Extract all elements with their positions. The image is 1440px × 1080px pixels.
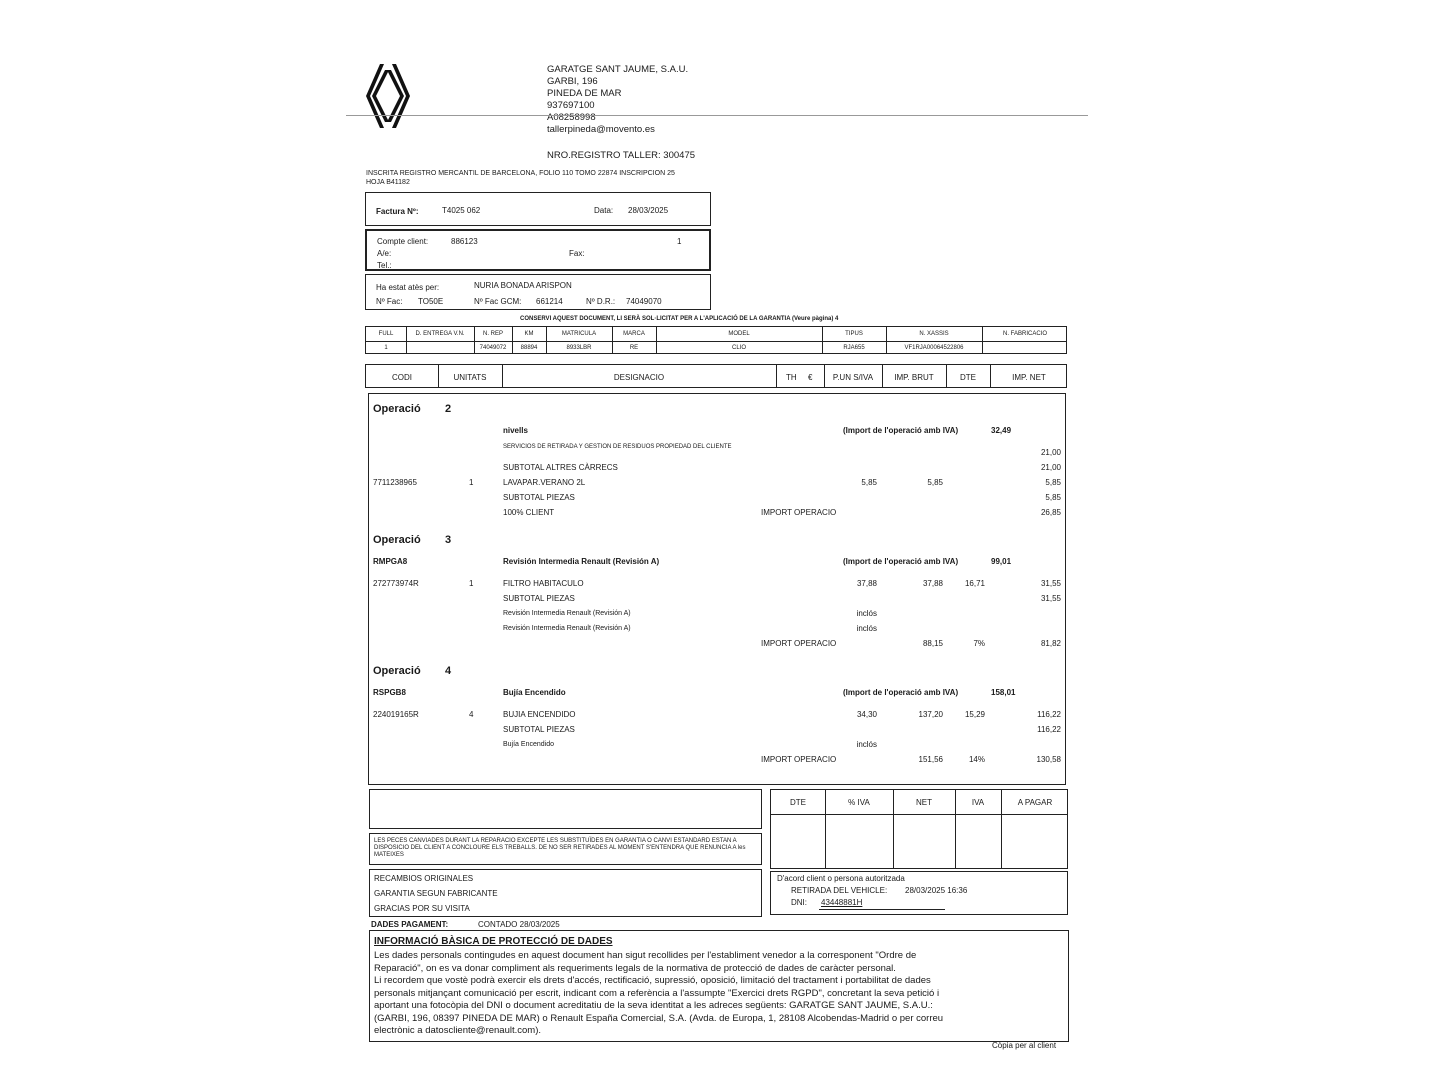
- privacy-line: Li recordem que vostè podrà exercir els drets d'accés, rectificació, supressió, oposició, limitació del tractament i portabilitat de dades: [374, 975, 931, 986]
- line-net: 116,22: [1037, 725, 1061, 734]
- invoice-number: T4025 062: [442, 206, 481, 215]
- copy-label: Còpia per al client: [992, 1041, 1057, 1050]
- workshop-registration: NRO.REGISTRO TALLER: 300475: [547, 150, 696, 161]
- privacy-box: [369, 930, 1069, 1042]
- privacy-line: personals mitjançant comunicació per escrit, indicant com a referència a l'assumpte "Exercici drets RGPD", concretant la seva petició i: [374, 987, 940, 999]
- totals-table: [770, 789, 1068, 869]
- vehicle-table: [365, 326, 1067, 354]
- line-net: 81,82: [1040, 639, 1061, 648]
- line-unit-price: inclós: [856, 740, 877, 749]
- payment-label: DADES PAGAMENT:: [371, 920, 449, 929]
- operations-body: [368, 393, 1066, 785]
- line-gross: 37,88: [922, 579, 943, 588]
- line-net: 31,55: [1040, 579, 1061, 588]
- line-net: 21,00: [1040, 448, 1061, 457]
- line-net: 116,22: [1037, 710, 1061, 719]
- line-discount: 7%: [973, 639, 985, 648]
- operation-number: 2: [445, 403, 452, 415]
- agreement-box: [770, 871, 1068, 915]
- vehicle-header-cell: N. XASSIS: [919, 331, 949, 337]
- invoice-box: [365, 192, 711, 226]
- client-tel-label: Tel.:: [377, 261, 392, 270]
- nfac-label: Nº Fac:: [376, 297, 403, 306]
- privacy-title: INFORMACIÓ BÀSICA DE PROTECCIÓ DE DADES: [374, 936, 613, 947]
- line-gross: 151,56: [918, 755, 943, 764]
- operation-import-value: 99,01: [991, 557, 1012, 566]
- line-unit-price: 34,30: [856, 710, 877, 719]
- vehicle-value-cell: VF1RJA00064522806: [904, 345, 964, 351]
- operation-label: Operació: [373, 534, 421, 546]
- retirada-label: RETIRADA DEL VEHICLE:: [791, 886, 888, 895]
- line-desc: BUJIA ENCENDIDO: [503, 710, 576, 719]
- line-gross: 88,15: [922, 639, 943, 648]
- client-account: 886123: [451, 237, 478, 246]
- line-qty: 1: [469, 579, 474, 588]
- line-discount: 16,71: [964, 579, 985, 588]
- line-desc: SUBTOTAL PIEZAS: [503, 725, 575, 734]
- line-gross: 5,85: [927, 478, 943, 487]
- dr-value: 74049070: [626, 297, 662, 306]
- operation-number: 3: [445, 534, 452, 546]
- vehicle-header-cell: MODEL: [728, 331, 750, 337]
- invoice-date: 28/03/2025: [628, 206, 669, 215]
- vehicle-value-cell: 88894: [520, 345, 538, 351]
- operation-label: Operació: [373, 665, 421, 677]
- parts-note: LES PECES CANVIADES DURANT LA REPARACIO EXCEPTE LES SUBSTITUÏDES EN GARANTIA O CANVI ESTANDARD ESTAN A DISPOSICIO DEL CLIENT A CONCLOURE ELS TREBALLS. DE NO SER RETIRADES AL MOMENT S'ENTENDRA QUE RENUNCIA A les MATEIXES: [374, 838, 746, 858]
- header-rule: [346, 115, 1088, 116]
- privacy-line: Reparació", on es va donar compliment als requeriments legals de la normativa de protecció de dades de caràcter personal.: [374, 962, 896, 974]
- line-net: 21,00: [1040, 463, 1061, 472]
- vehicle-header-cell: N. REP: [482, 331, 503, 337]
- line-import-label: IMPORT OPERACIO: [761, 755, 837, 764]
- line-desc: Bujía Encendido: [503, 741, 554, 748]
- vehicle-value-cell: 8933LBR: [566, 345, 592, 351]
- line-import-label: IMPORT OPERACIO: [761, 508, 837, 517]
- vehicle-header-cell: N. FABRICACIO: [1002, 331, 1047, 337]
- vehicle-header-cell: TIPUS: [845, 331, 863, 337]
- vehicle-header-cell: MATRICULA: [561, 331, 597, 337]
- registry-line-2: HOJA B41182: [366, 179, 410, 186]
- privacy-line: electrònic a datoscliente@renault.com).: [374, 1025, 542, 1036]
- header-unitats: UNITATS: [453, 373, 487, 382]
- signature-line: [819, 909, 945, 910]
- payment-value: CONTADO 28/03/2025: [478, 920, 560, 929]
- line-unit-price: inclós: [856, 609, 877, 618]
- client-ae-label: A/e:: [377, 249, 392, 258]
- vehicle-value-cell: CLIO: [731, 345, 746, 351]
- privacy-line: aportant una fotocòpia del DNI o document acreditatiu de la seva identitat a les adreces següents: GARATGE SANT JAUME, S.A.U.:: [374, 1000, 933, 1011]
- header-brut: IMP. BRUT: [894, 373, 934, 382]
- warranty-note: CONSERVI AQUEST DOCUMENT, LI SERÀ SOL·LICITAT PER A L'APLICACIÓ DE LA GARANTIA (Veure pàgina) 4: [520, 316, 839, 322]
- line-desc: FILTRO HABITACULO: [503, 579, 584, 588]
- line-desc: 100% CLIENT: [503, 508, 555, 517]
- line-desc: SERVICIOS DE RETIRADA Y GESTION DE RESIDUOS PROPIEDAD DEL CLIENTE: [503, 444, 732, 450]
- dni-value: 43448881H: [821, 898, 863, 907]
- attended-name: NURIA BONADA ARISPON: [474, 281, 572, 290]
- vehicle-value-cell: RJA655: [843, 345, 865, 351]
- operation-title: Bujía Encendido: [503, 688, 566, 697]
- line-unit-price: 5,85: [861, 478, 877, 487]
- client-fax-label: Fax:: [569, 249, 585, 258]
- header-net: IMP. NET: [1012, 373, 1046, 382]
- header-codi: CODI: [392, 373, 412, 382]
- line-code: 7711238965: [373, 478, 417, 487]
- footer-line-1: RECAMBIOS ORIGINALES: [374, 874, 474, 883]
- line-desc: SUBTOTAL PIEZAS: [503, 594, 575, 603]
- attended-label: Ha estat atès per:: [376, 283, 440, 292]
- dr-label: Nº D.R.:: [586, 297, 616, 306]
- header-th: TH: [786, 373, 797, 382]
- totals-header-cell: IVA: [971, 798, 985, 807]
- footer-line-2: GARANTIA SEGUN FABRICANTE: [374, 889, 498, 898]
- operation-import-label: (Import de l'operació amb IVA): [843, 426, 959, 435]
- items-header: [365, 364, 1067, 388]
- operation-import-value: 158,01: [991, 688, 1016, 697]
- line-desc: SUBTOTAL PIEZAS: [503, 493, 575, 502]
- vehicle-value-cell: 1: [384, 345, 388, 351]
- company-city: PINEDA DE MAR: [547, 88, 622, 99]
- registry-line-1: INSCRITA REGISTRO MERCANTIL DE BARCELONA, FOLIO 110 TOMO 22874 INSCRIPCION 25: [366, 170, 675, 177]
- line-qty: 1: [469, 478, 474, 487]
- privacy-line: Les dades personals contingudes en aquest document han sigut recollides per l'establiment venedor a la corresponent "Ordre de: [374, 950, 917, 961]
- gcm-label: Nº Fac GCM:: [474, 297, 522, 306]
- totals-header-cell: % IVA: [848, 798, 870, 807]
- totals-header-cell: A PAGAR: [1017, 798, 1053, 807]
- parts-note-box: [369, 833, 762, 865]
- operation-import-label: (Import de l'operació amb IVA): [843, 688, 959, 697]
- company-name: GARATGE SANT JAUME, S.A.U.: [547, 64, 689, 75]
- operation-title: nivells: [503, 426, 528, 435]
- header-dte: DTE: [960, 373, 976, 382]
- gcm-value: 661214: [536, 297, 563, 306]
- footer-lines-box: [369, 869, 762, 917]
- operation-code: RSPGB8: [373, 688, 406, 697]
- company-nif: A08258998: [547, 112, 596, 123]
- dni-label: DNI:: [791, 898, 807, 907]
- line-code: 224019165R: [373, 710, 419, 719]
- line-qty: 4: [469, 710, 474, 719]
- line-desc: Revisión Intermedia Renault (Revisión A): [503, 625, 631, 632]
- company-street: GARBI, 196: [547, 76, 598, 87]
- invoice-number-label: Factura Nº:: [376, 207, 419, 216]
- line-net: 130,58: [1036, 755, 1061, 764]
- line-code: 272773974R: [373, 579, 419, 588]
- vehicle-value-cell: RE: [629, 345, 639, 351]
- attended-box: [365, 274, 711, 310]
- operation-code: RMPGA8: [373, 557, 408, 566]
- operation-number: 4: [445, 665, 452, 677]
- operation-title: Revisión Intermedia Renault (Revisión A): [503, 557, 660, 566]
- line-net: 5,85: [1045, 493, 1061, 502]
- header-pun: P.UN S/IVA: [832, 373, 874, 382]
- retirada-value: 28/03/2025 16:36: [905, 886, 968, 895]
- agreement-title: D'acord client o persona autoritzada: [777, 874, 905, 883]
- vehicle-header-cell: D. ENTREGA V.N.: [415, 331, 465, 337]
- client-account-extra: 1: [677, 237, 682, 246]
- totals-header-cell: DTE: [790, 798, 806, 807]
- operation-import-label: (Import de l'operació amb IVA): [843, 557, 959, 566]
- vehicle-header-cell: MARCA: [623, 331, 645, 337]
- blank-notes-box: [369, 789, 762, 829]
- line-unit-price: 37,88: [856, 579, 877, 588]
- line-desc: SUBTOTAL ALTRES CÀRRECS: [503, 463, 618, 472]
- line-discount: 15,29: [964, 710, 985, 719]
- line-desc: LAVAPAR.VERANO 2L: [503, 478, 586, 487]
- privacy-line: (GARBI, 196, 08397 PINEDA DE MAR) o Renault España Comercial, S.A. (Avda. de Europa, 1, 28108 Alcobendas-Madrid o per correu: [374, 1012, 944, 1024]
- footer-line-3: GRACIAS POR SU VISITA: [374, 904, 470, 913]
- company-phone: 937697100: [547, 100, 595, 111]
- line-import-label: IMPORT OPERACIO: [761, 639, 837, 648]
- totals-header-cell: NET: [916, 798, 932, 807]
- renault-logo-icon: [362, 62, 414, 130]
- line-gross: 137,20: [918, 710, 943, 719]
- vehicle-header-cell: KM: [524, 331, 534, 337]
- company-email: tallerpineda@movento.es: [547, 124, 655, 135]
- vehicle-value-cell: 74049072: [479, 345, 507, 351]
- vehicle-header-cell: FULL: [378, 331, 394, 337]
- line-unit-price: inclós: [856, 624, 877, 633]
- line-discount: 14%: [968, 755, 985, 764]
- client-box: [365, 229, 711, 271]
- line-net: 31,55: [1040, 594, 1061, 603]
- line-net: 26,85: [1040, 508, 1061, 517]
- header-euro: €: [808, 373, 813, 382]
- operation-import-value: 32,49: [991, 426, 1012, 435]
- line-net: 5,85: [1045, 478, 1061, 487]
- operation-label: Operació: [373, 403, 421, 415]
- nfac-value: TO50E: [418, 297, 444, 306]
- invoice-date-label: Data:: [594, 206, 614, 215]
- line-desc: Revisión Intermedia Renault (Revisión A): [503, 610, 631, 617]
- client-account-label: Compte client:: [377, 237, 429, 246]
- header-designacio: DESIGNACIO: [613, 373, 665, 382]
